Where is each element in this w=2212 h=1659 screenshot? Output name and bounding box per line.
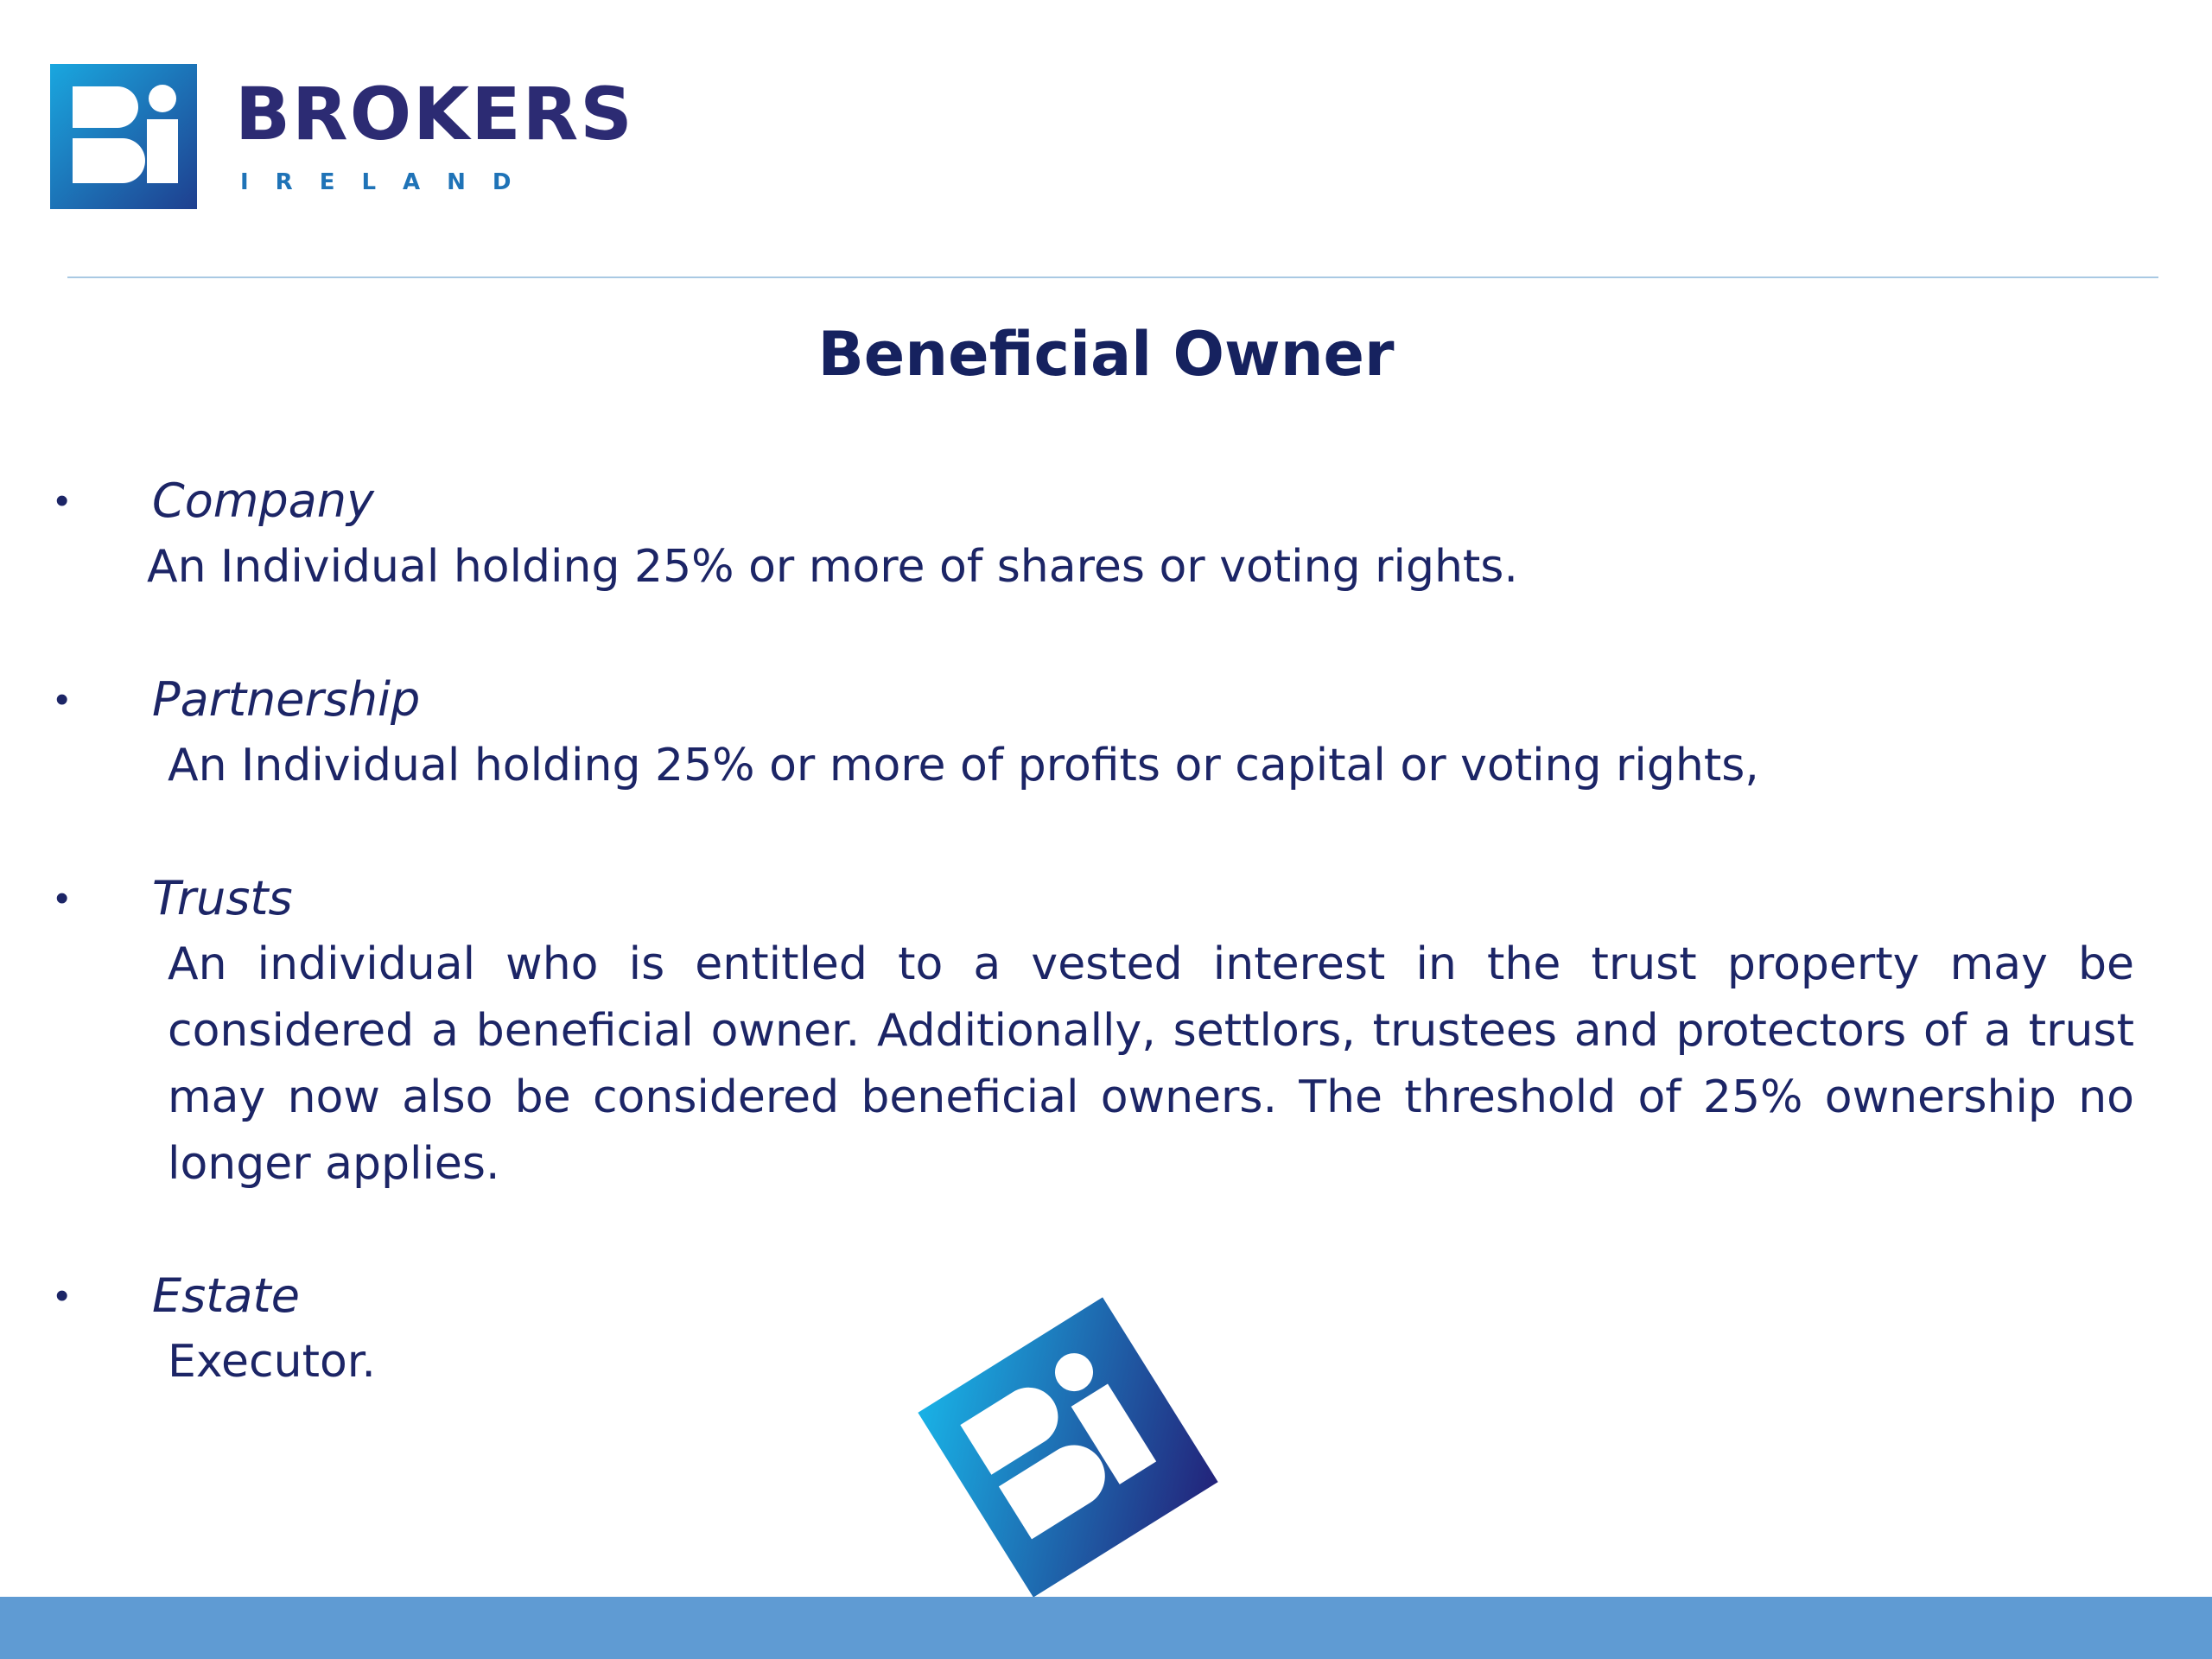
item-description: An Individual holding 25% or more of shares or voting rights. [147,541,1518,593]
item-term: Partnership [152,672,421,727]
brand-subtitle: IRELAND [240,169,538,195]
page-title: Beneficial Owner [817,319,1395,390]
bullet-icon: • [55,480,69,522]
item-term: Estate [152,1268,300,1323]
item-description: Executor. [168,1336,376,1388]
bullet-icon: • [55,1274,69,1317]
item-term: Company [152,474,374,528]
bi-logo-icon [50,64,197,209]
item-description: An Individual holding 25% or more of profits or capital or voting rights, [168,740,1759,791]
header-divider [67,276,2158,278]
item-term: Trusts [152,871,293,925]
bullet-icon: • [55,877,69,919]
bullet-icon: • [55,678,69,721]
bi-emblem-icon [907,1296,1229,1599]
item-description: An individual who is entitled to a vested interest in the trust property may be considered a beneficial owner. Additionally, settlors, trustees and protectors of a trust may now also be considered beneficial owners. The threshold of 25% ownership no longer applies. [168,938,2134,1190]
brand-name: BROKERS [235,72,634,156]
footer-bar [0,1597,2212,1659]
brand-wordmark [235,72,634,195]
